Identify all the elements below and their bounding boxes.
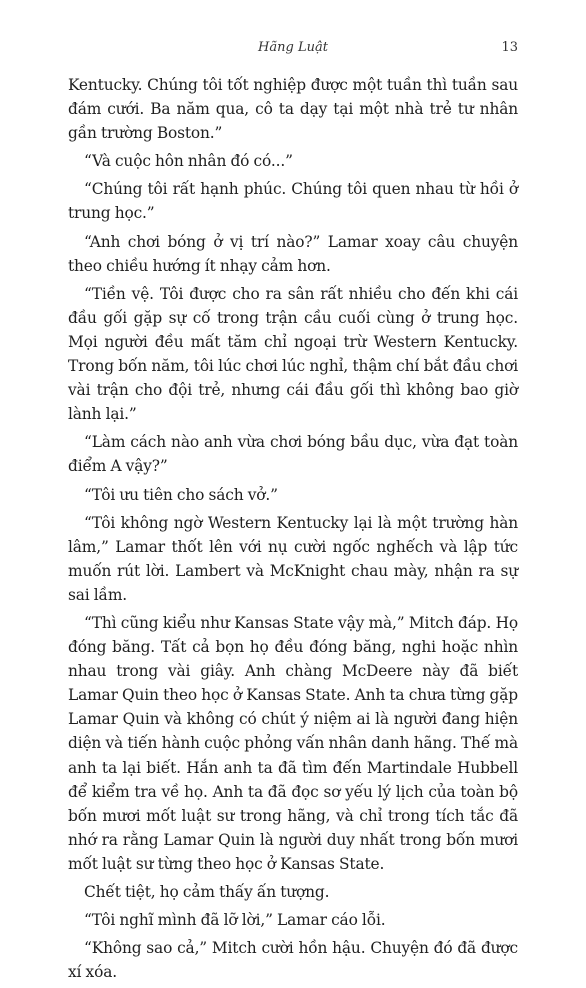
paragraph: “Và cuộc hôn nhân đó có...” [84, 152, 293, 171]
paragraph: “Không sao cả,” Mitch cười hồn hậu. Chuyện đó đã được xí xóa. [68, 939, 518, 982]
paragraph: “Làm cách nào anh vừa chơi bóng bầu dục, vừa đạt toàn điểm A vậy?” [68, 433, 518, 476]
paragraph: “Tiền vệ. Tôi được cho ra sân rất nhiều cho đến khi cái đầu gối gặp sự cố trong trận cầu cuối cùng ở trung học. Mọi người đều mất tăm chỉ ngoại trừ Western Kentucky. Trong bốn năm, tôi lúc chơi lúc nghỉ, thậm chí bắt đầu chơi vài trận cho đội trẻ, nhưng cái đầu gối thì không bao giờ lành lại.” [68, 284, 518, 424]
paragraph: “Tôi không ngờ Western Kentucky lại là một trường hàn lâm,” Lamar thốt lên với nụ cười ngốc nghếch và lập tức muốn rút lời. Lambert và McKnight chau mày, nhận ra sự sai lầm. [68, 513, 518, 604]
paragraph: Kentucky. Chúng tôi tốt nghiệp được một tuần thì tuần sau đám cưới. Ba năm qua, cô ta dạy tại một nhà trẻ tư nhân gần trường Boston.” [68, 76, 518, 143]
paragraph: “Anh chơi bóng ở vị trí nào?” Lamar xoay câu chuyện theo chiều hướng ít nhạy cảm hơn. [68, 232, 518, 275]
paragraph: “Thì cũng kiểu như Kansas State vậy mà,” Mitch đáp. Họ đóng băng. Tất cả bọn họ đều đóng băng, nghi hoặc nhìn nhau trong vài giây. Anh chàng McDeere này đã biết Lamar Quin theo học ở Kansas State. Anh ta chưa từng gặp Lamar Quin và không có chút ý niệm ai là người đang hiện diện và tiến hành cuộc phỏng vấn nhân danh hãng. Thế mà anh ta lại biết. Hắn anh ta đã tìm đến Martindale Hubbell để kiểm tra về họ. Anh ta đã đọc sơ yếu lý lịch của toàn bộ bốn mươi mốt luật sư trong hãng, và chỉ trong tích tắc đã nhớ ra rằng Lamar Quin là người duy nhất trong bốn mươi mốt luật sư từng theo học ở Kansas State. [68, 613, 518, 873]
body-text [68, 73, 518, 988]
running-header [0, 38, 586, 58]
paragraph: “Tôi nghĩ mình đã lỡ lời,” Lamar cáo lỗi. [84, 911, 386, 930]
page-number: 13 [501, 40, 518, 55]
paragraph: “Tôi ưu tiên cho sách vở.” [84, 485, 278, 504]
running-title: Hãng Luật [258, 40, 328, 55]
paragraph: “Chúng tôi rất hạnh phúc. Chúng tôi quen nhau từ hồi ở trung học.” [68, 180, 518, 223]
paragraph: Chết tiệt, họ cảm thấy ấn tượng. [84, 883, 330, 901]
